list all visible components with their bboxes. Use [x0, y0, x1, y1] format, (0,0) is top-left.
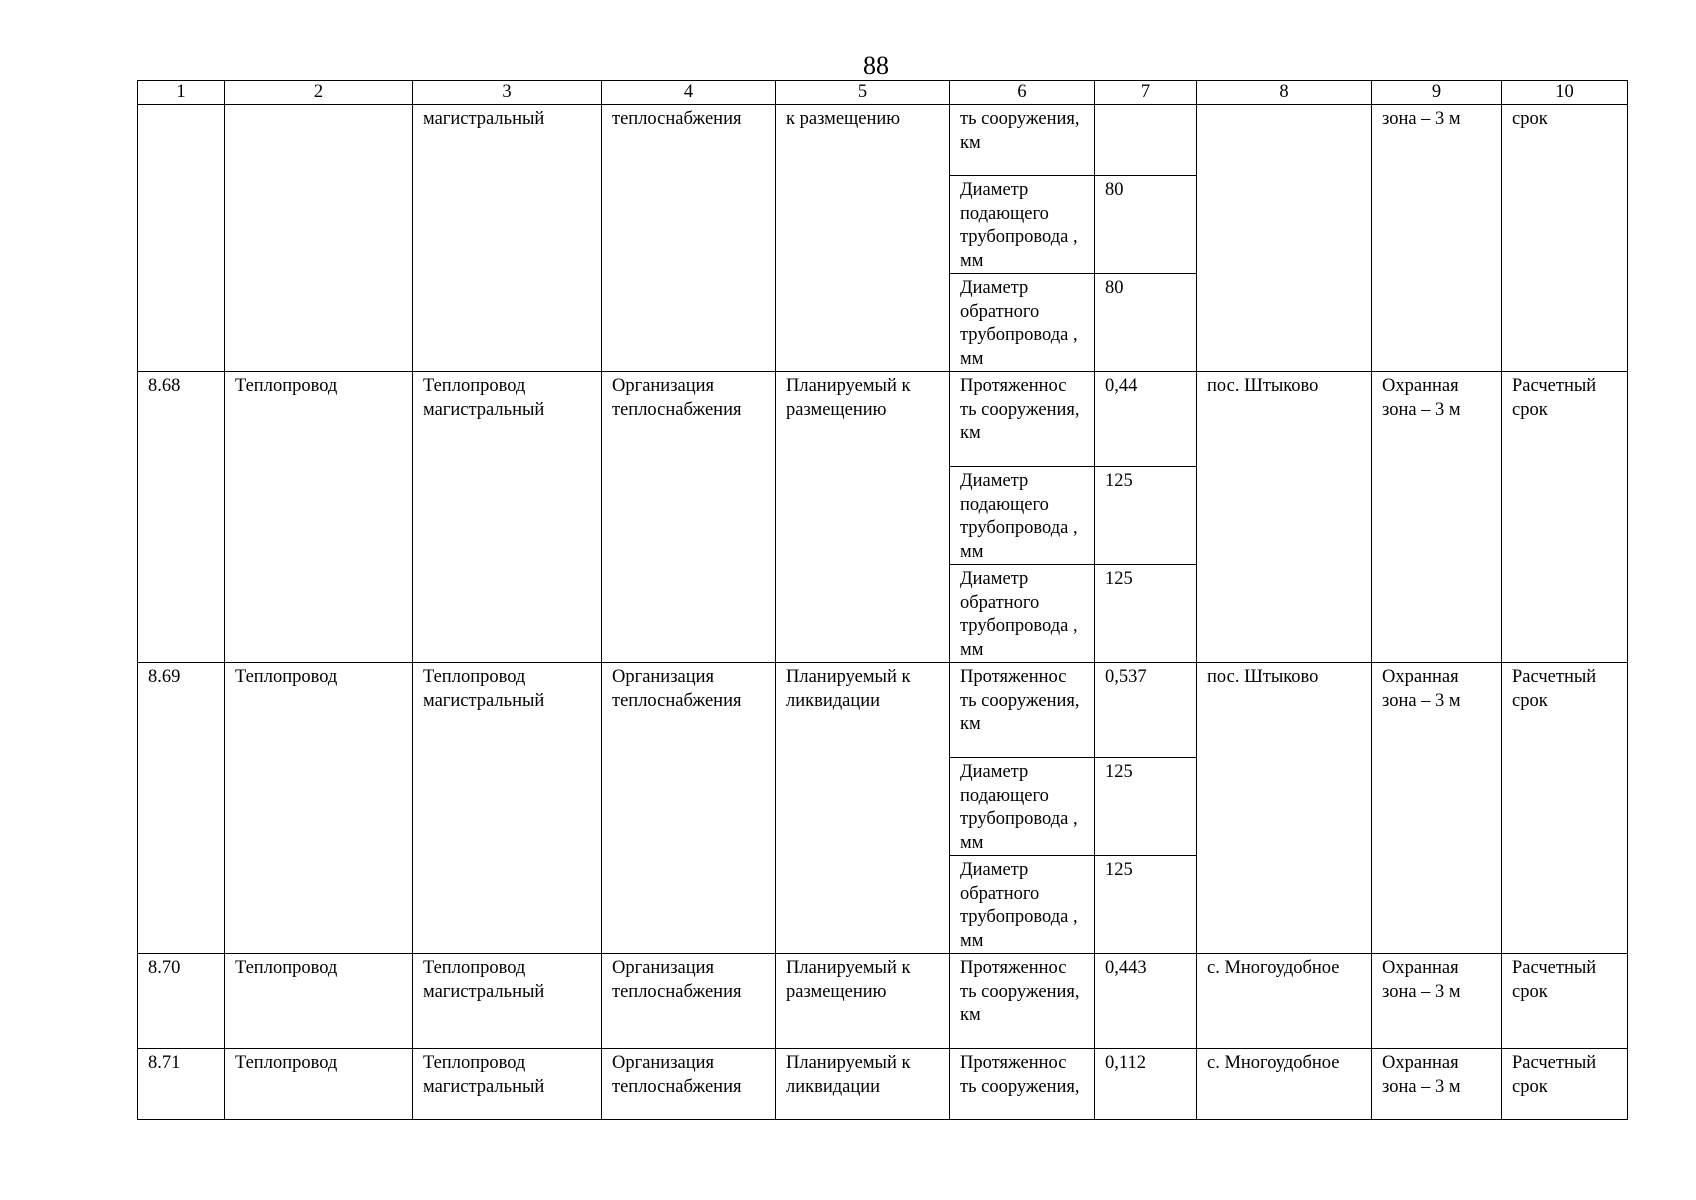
- cell-param-value: 0,112: [1095, 1049, 1197, 1120]
- cell-num: 8.71: [138, 1049, 225, 1120]
- cell-param-value: 80: [1095, 176, 1197, 274]
- cell-purpose: Организация теплоснабжения: [602, 663, 776, 954]
- cell-param-value: 0,443: [1095, 954, 1197, 1049]
- header-cell: 1: [138, 81, 225, 105]
- cell-type: Теплопровод магистральный: [413, 663, 602, 954]
- cell-param-name: Протяженнос ть сооружения, км: [950, 372, 1095, 467]
- cell-param-value: 80: [1095, 274, 1197, 372]
- table-row: [138, 372, 1628, 467]
- cell-term: Расчетный срок: [1502, 1049, 1628, 1120]
- cell-zone: Охранная зона – 3 м: [1372, 372, 1502, 663]
- cell-num: [138, 105, 225, 372]
- cell-location: пос. Штыково: [1197, 372, 1372, 663]
- cell-num: 8.70: [138, 954, 225, 1049]
- cell-num: 8.69: [138, 663, 225, 954]
- cell-term: Расчетный срок: [1502, 954, 1628, 1049]
- cell-status: Планируемый к ликвидации: [776, 663, 950, 954]
- cell-name: Теплопровод: [225, 663, 413, 954]
- table-row: [138, 105, 1628, 176]
- cell-param-name: Протяженнос ть сооружения, км: [950, 663, 1095, 758]
- cell-term: срок: [1502, 105, 1628, 372]
- cell-num: 8.68: [138, 372, 225, 663]
- cell-location: [1197, 105, 1372, 372]
- facilities-table: [137, 80, 1628, 1120]
- cell-zone: Охранная зона – 3 м: [1372, 1049, 1502, 1120]
- cell-status: Планируемый к ликвидации: [776, 1049, 950, 1120]
- header-cell: 7: [1095, 81, 1197, 105]
- cell-param-name: Диаметр подающего трубопровода , мм: [950, 467, 1095, 565]
- header-cell: 4: [602, 81, 776, 105]
- cell-purpose: теплоснабжения: [602, 105, 776, 372]
- cell-type: Теплопровод магистральный: [413, 372, 602, 663]
- cell-purpose: Организация теплоснабжения: [602, 1049, 776, 1120]
- cell-param-name: Диаметр обратного трубопровода , мм: [950, 565, 1095, 663]
- header-cell: 2: [225, 81, 413, 105]
- table-row: [138, 1049, 1628, 1120]
- table-row: [138, 663, 1628, 758]
- cell-name: Теплопровод: [225, 1049, 413, 1120]
- cell-name: Теплопровод: [225, 954, 413, 1049]
- cell-param-name: Протяженнос ть сооружения, км: [950, 954, 1095, 1049]
- cell-zone: Охранная зона – 3 м: [1372, 663, 1502, 954]
- cell-param-value: 125: [1095, 565, 1197, 663]
- cell-param-name: Протяженнос ть сооружения,: [950, 1049, 1095, 1120]
- cell-param-name: Диаметр обратного трубопровода , мм: [950, 856, 1095, 954]
- cell-name: [225, 105, 413, 372]
- header-cell: 10: [1502, 81, 1628, 105]
- cell-location: с. Многоудобное: [1197, 954, 1372, 1049]
- cell-location: пос. Штыково: [1197, 663, 1372, 954]
- cell-param-name: Диаметр подающего трубопровода , мм: [950, 176, 1095, 274]
- cell-location: с. Многоудобное: [1197, 1049, 1372, 1120]
- table-row: [138, 954, 1628, 1049]
- cell-term: Расчетный срок: [1502, 372, 1628, 663]
- cell-purpose: Организация теплоснабжения: [602, 954, 776, 1049]
- cell-type: магистральный: [413, 105, 602, 372]
- cell-purpose: Организация теплоснабжения: [602, 372, 776, 663]
- header-cell: 6: [950, 81, 1095, 105]
- header-cell: 8: [1197, 81, 1372, 105]
- page-number: 88: [863, 51, 889, 80]
- header-cell: 5: [776, 81, 950, 105]
- cell-param-value: 0,44: [1095, 372, 1197, 467]
- cell-param-value: 125: [1095, 467, 1197, 565]
- header-cell: 3: [413, 81, 602, 105]
- cell-param-value: 0,537: [1095, 663, 1197, 758]
- cell-status: Планируемый к размещению: [776, 372, 950, 663]
- cell-type: Теплопровод магистральный: [413, 1049, 602, 1120]
- cell-zone: зона – 3 м: [1372, 105, 1502, 372]
- cell-param-name: Диаметр подающего трубопровода , мм: [950, 758, 1095, 856]
- cell-param-value: 125: [1095, 856, 1197, 954]
- cell-term: Расчетный срок: [1502, 663, 1628, 954]
- cell-param-value: [1095, 105, 1197, 176]
- cell-param-name: Диаметр обратного трубопровода , мм: [950, 274, 1095, 372]
- header-row: [138, 81, 1628, 105]
- cell-status: к размещению: [776, 105, 950, 372]
- cell-type: Теплопровод магистральный: [413, 954, 602, 1049]
- header-cell: 9: [1372, 81, 1502, 105]
- cell-zone: Охранная зона – 3 м: [1372, 954, 1502, 1049]
- cell-param-value: 125: [1095, 758, 1197, 856]
- cell-status: Планируемый к размещению: [776, 954, 950, 1049]
- cell-param-name: ть сооружения, км: [950, 105, 1095, 176]
- cell-name: Теплопровод: [225, 372, 413, 663]
